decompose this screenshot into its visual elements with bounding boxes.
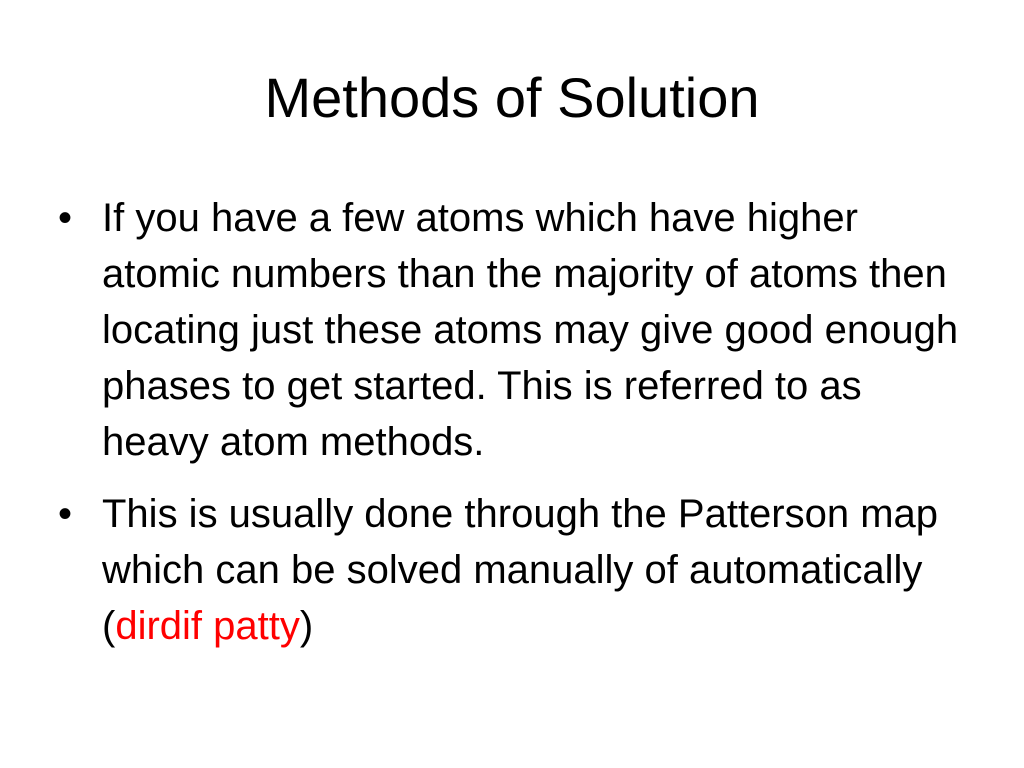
bullet-marker: • [58, 196, 73, 240]
slide-title: Methods of Solution [264, 66, 760, 129]
bullet-text-before: This is usually done through the Patterson map which can be solved manually of automatically ( [102, 492, 939, 648]
bullet-list [58, 190, 968, 670]
highlighted-program-names: dirdif patty [115, 604, 300, 648]
bullet-item-patterson [58, 486, 968, 654]
bullet-item-heavy-atom [58, 190, 968, 470]
bullet-marker: • [58, 492, 73, 536]
bullet-text: If you have a few atoms which have higher atomic numbers than the majority of atoms then locating just these atoms may give good enough phases to get started. This is referred to as heavy atom methods. [102, 196, 959, 464]
bullet-text-after: ) [299, 604, 314, 648]
